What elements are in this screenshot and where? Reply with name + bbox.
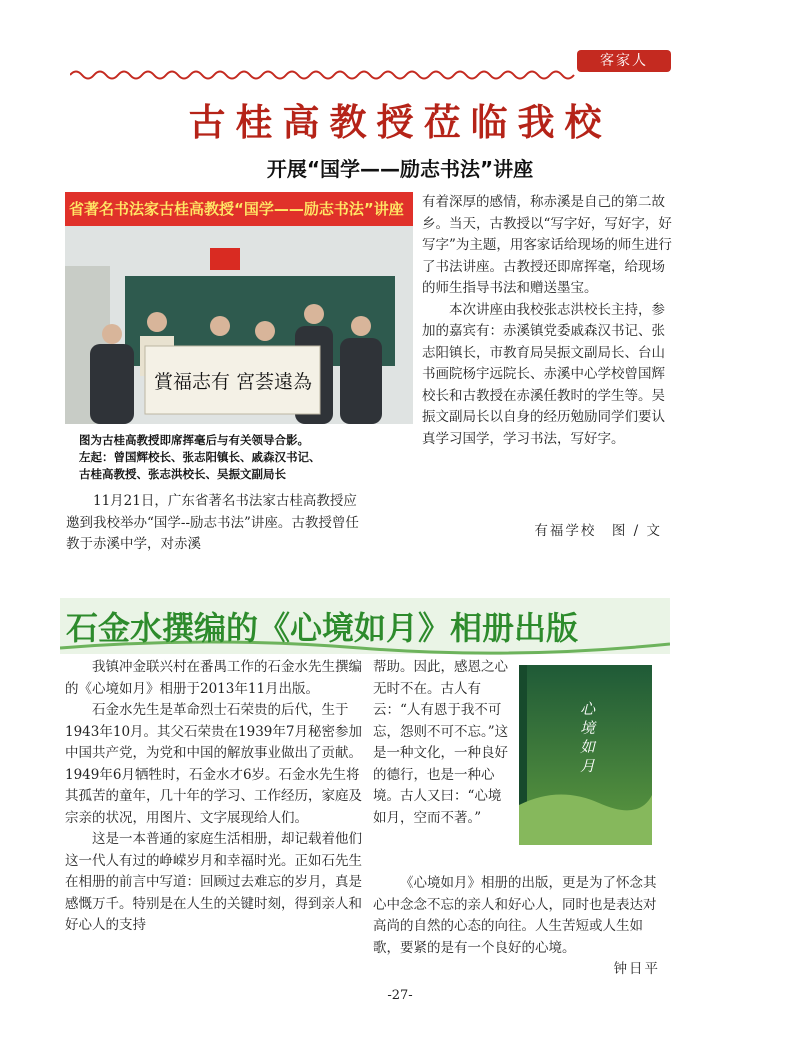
article2-body-mid: 帮助。因此，感恩之心无时不在。古人有云：“人有恩于我不可忘，怨则不可不忘。”这是一种文化，一种良好的德行，也是一种心境。古人又曰：“心境如月，空而不著。”: [373, 659, 509, 826]
group-photo: [65, 192, 413, 424]
article2-author: 钟日平: [613, 961, 660, 977]
photo-scene: [65, 226, 413, 424]
article2-body-bottom: [373, 873, 668, 959]
article-body-right: [422, 192, 672, 450]
book-cover-title: 心境如月: [578, 701, 596, 777]
page-number: -27-: [387, 988, 413, 1003]
calligraphy-text: 賞福志有 宮荟遠為: [153, 371, 313, 393]
paragraph: 11月21日，广东省著名书法家古桂高教授应邀到我校举办“国学--励志书法”讲座。古教授曾任教于赤溪中学，对赤溪: [66, 493, 359, 552]
paragraph: 有着深厚的感情，称赤溪是自己的第二故乡。当天，古教授以“写字好，写好字，好写字”为主题，用客家话给现场的师生进行了书法讲座。古教授还即席挥毫，给现场的师生指导书法和赠送墨宝。: [422, 194, 672, 296]
caption-line: 图为古桂高教授即席挥毫后与有关领导合影。: [79, 433, 309, 447]
decorative-border: [70, 68, 580, 82]
book-cover: [519, 665, 652, 845]
section-tag: 客家人: [577, 50, 671, 72]
article-body-left: [66, 491, 361, 556]
article2-body-left: [65, 657, 362, 937]
photo-caption: [79, 432, 409, 483]
photo-banner: 省著名书法家古桂高教授“国学——励志书法”讲座: [65, 192, 413, 226]
caption-line: 左起：曾国辉校长、张志阳镇长、戚森汉书记、: [79, 450, 321, 464]
paragraph: 石金水先生是革命烈士石荣贵的后代，生于1943年10月。其父石荣贵在1939年7月秘密参加中国共产党，为党和中国的解放事业做出了贡献。1949年6月牺牲时，石金水才6岁。石金水先生将其孤苦的童年，几十年的学习、工作经历，家庭及宗亲的状况，用图片、文字展现给人们。: [65, 702, 362, 826]
article-credit: 有福学校 图 / 文: [534, 523, 662, 539]
paragraph: 这是一本普通的家庭生活相册，却记载着他们这一代人有过的峥嵘岁月和幸福时光。正如石先生在相册的前言中写道：回顾过去难忘的岁月，真是感慨万千。特别是在人生的关键时刻，得到亲人和好心人的支持: [65, 831, 362, 933]
article2-title: 石金水撰编的《心境如月》相册出版: [66, 609, 579, 647]
caption-line: 古桂高教授、张志洪校长、吴振文副局长: [79, 467, 286, 481]
paragraph: 《心境如月》相册的出版，更是为了怀念其心中念念不忘的亲人和好心人，同时也是表达对高尚的自然的心态的向往。人生苦短或人生如歌，要紧的是有一个良好的心境。: [373, 875, 657, 956]
article-title: 古桂高教授莅临我校: [188, 100, 612, 144]
paragraph: 我镇冲金联兴村在番禺工作的石金水先生撰编的《心境如月》相册于2013年11月出版。: [65, 659, 362, 697]
article-subtitle: 开展“国学——励志书法”讲座: [266, 157, 534, 181]
paragraph: 本次讲座由我校张志洪校长主持，参加的嘉宾有：赤溪镇党委戚森汉书记、张志阳镇长，市教育局吴振文副局长、台山书画院杨宇远院长、赤溪中心学校曾国辉校长和古教授在赤溪任教时的学生等。吴振文副局长以自身的经历勉励同学们要认真学习国学，学习书法，写好字。: [422, 301, 665, 447]
